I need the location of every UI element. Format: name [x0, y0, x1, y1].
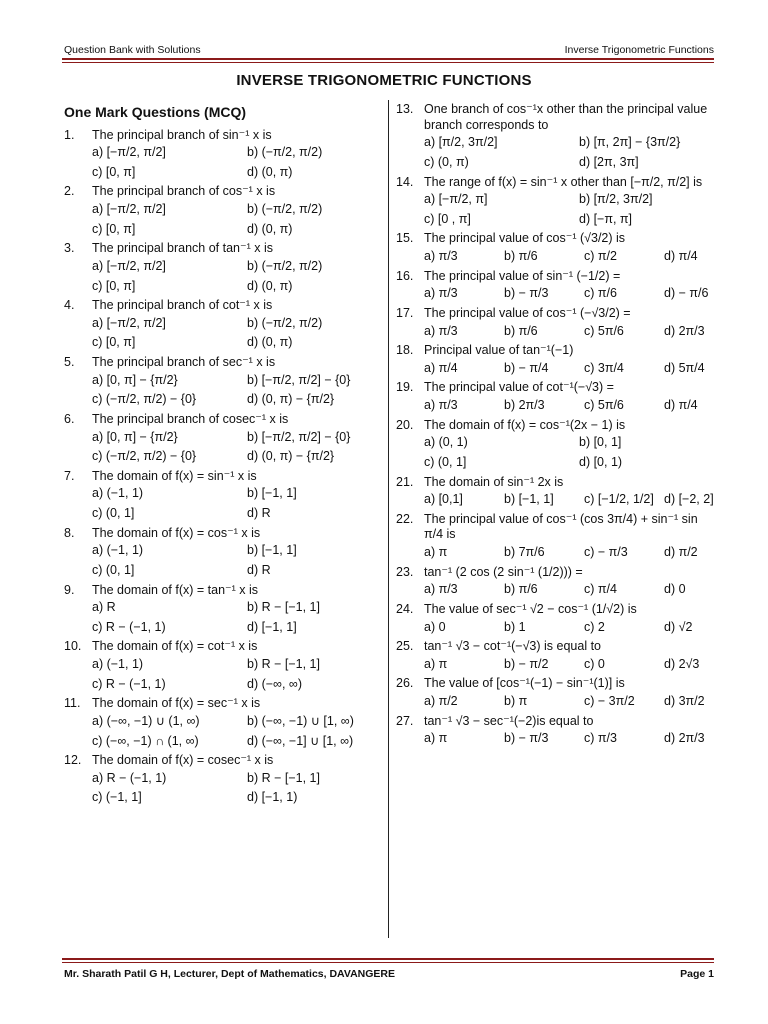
option-a: a) π/3 — [424, 249, 458, 263]
option-b: b) [−π/2, π/2] − {0} — [247, 429, 351, 444]
question-text: The principal branch of cot⁻¹ x is — [92, 298, 273, 313]
option-a: a) [−π/2, π/2] — [92, 258, 166, 273]
question-number: 11. — [64, 696, 81, 711]
header-rule — [62, 58, 714, 60]
answer-options — [424, 692, 716, 712]
question-item — [64, 753, 380, 769]
answer-options — [424, 729, 716, 749]
option-c: c) 5π/6 — [584, 398, 624, 412]
option-d: d) π/2 — [664, 545, 698, 559]
option-c: c) (0, 1] — [92, 562, 135, 577]
option-d: d) [−2, 2] — [664, 492, 714, 507]
option-b: b) R − [−1, 1] — [247, 770, 320, 785]
right-question-list — [396, 102, 716, 749]
option-d: d) π/4 — [664, 249, 698, 263]
option-a: a) (−1, 1) — [92, 543, 144, 558]
question-number: 9. — [64, 582, 75, 597]
option-a: a) π/4 — [424, 360, 458, 375]
question-number: 21. — [396, 474, 414, 489]
question-item — [396, 565, 716, 581]
answer-options — [92, 541, 380, 580]
left-column — [64, 100, 380, 808]
answer-options — [92, 371, 380, 410]
question-item — [64, 583, 380, 599]
question-item — [396, 676, 716, 692]
option-d: d) [0, 1) — [579, 454, 623, 469]
question-number: 3. — [64, 241, 75, 256]
answer-options — [424, 284, 716, 304]
option-a: a) [π/2, 3π/2] — [424, 135, 498, 150]
question-item — [64, 128, 380, 144]
option-d: d) [−π, π] — [579, 211, 633, 226]
option-c: c) 2 — [584, 619, 605, 634]
option-a: a) π/3 — [424, 582, 458, 597]
question-number: 27. — [396, 713, 414, 728]
option-a: a) (−1, 1) — [92, 657, 144, 671]
question-item — [64, 355, 380, 371]
question-item — [64, 696, 380, 712]
question-text: The domain of f(x) = cos⁻¹ x is — [92, 525, 261, 540]
question-item — [64, 241, 380, 257]
option-b: b) (−π/2, π/2) — [247, 315, 323, 330]
question-text: The principal branch of sec⁻¹ x is — [92, 355, 276, 369]
question-number: 1. — [64, 127, 75, 142]
option-b: b) [−1, 1] — [247, 486, 297, 501]
answer-options — [424, 618, 716, 638]
option-d: d) − π/6 — [664, 286, 709, 301]
answer-options — [424, 133, 716, 172]
option-c: c) [0, π] — [92, 335, 136, 350]
option-c: c) [−1/2, 1/2] — [584, 492, 654, 507]
option-c: c) 0 — [584, 656, 605, 671]
question-number: 24. — [396, 601, 414, 616]
option-b: b) [−1, 1] — [247, 543, 297, 558]
option-b: b) 2π/3 — [504, 398, 545, 412]
answer-options — [92, 484, 380, 523]
option-a: a) [0,1] — [424, 492, 463, 507]
question-text: The domain of f(x) = tan⁻¹ x is — [92, 582, 259, 597]
option-a: a) [0, π] − {π/2} — [92, 372, 178, 387]
option-d: d) [−1, 1) — [247, 790, 298, 805]
option-d: d) 2π/3 — [664, 323, 705, 338]
answer-options — [424, 396, 716, 416]
question-text: The principal value of sin⁻¹ (−1/2) = — [424, 268, 621, 283]
option-b: b) − π/2 — [504, 656, 549, 671]
option-d: d) 3π/2 — [664, 694, 705, 708]
option-c: c) (0, 1] — [92, 506, 135, 520]
answer-options — [424, 359, 716, 379]
question-item — [396, 231, 716, 247]
option-d: d) (−∞, ∞) — [247, 676, 302, 691]
option-a: a) 0 — [424, 619, 446, 634]
option-d: d) 5π/4 — [664, 360, 705, 375]
question-number: 18. — [396, 343, 414, 358]
option-b: b) [π, 2π] − {3π/2} — [579, 135, 681, 150]
answer-options — [92, 428, 380, 467]
question-text: The principal value of cot⁻¹(−√3) = — [424, 380, 614, 395]
question-number: 23. — [396, 564, 414, 579]
option-c: c) [0, π] — [92, 164, 136, 179]
answer-options — [424, 543, 716, 563]
option-c: c) π/4 — [584, 582, 617, 597]
option-d: d) 0 — [664, 582, 686, 597]
question-text: tan⁻¹ (2 cos (2 sin⁻¹ (1/2))) = — [424, 564, 583, 579]
option-c: c) π/3 — [584, 731, 617, 746]
question-number: 4. — [64, 298, 75, 313]
option-d: d) (0, π) − {π/2} — [247, 449, 335, 464]
option-b: b) (−∞, −1) ∪ [1, ∞) — [247, 713, 354, 728]
header-right: Inverse Trigonometric Functions — [564, 44, 714, 56]
option-d: d) 2π/3 — [664, 731, 705, 746]
question-number: 10. — [64, 639, 82, 654]
option-a: a) π/2 — [424, 694, 458, 708]
question-item — [64, 639, 380, 655]
question-text: Principal value of tan⁻¹(−1) — [424, 343, 574, 358]
question-text: The value of sec⁻¹ √2 − cos⁻¹ (1/√2) is — [424, 601, 637, 616]
footer-rule-thin — [62, 962, 714, 963]
page-title: INVERSE TRIGONOMETRIC FUNCTIONS — [236, 72, 532, 89]
option-d: d) R — [247, 562, 271, 577]
option-c: c) − 3π/2 — [584, 694, 635, 708]
option-b: b) 1 — [504, 619, 526, 634]
option-c: c) π/6 — [584, 286, 617, 301]
option-c: c) (−π/2, π/2) − {0} — [92, 449, 197, 464]
option-b: b) [−π/2, π/2] − {0} — [247, 372, 351, 387]
question-text: The domain of f(x) = sin⁻¹ x is — [92, 468, 257, 483]
option-d: d) (0, π) − {π/2} — [247, 392, 335, 407]
option-b: b) π — [504, 694, 528, 708]
option-b: b) [−1, 1] — [504, 492, 554, 507]
option-d: d) π/4 — [664, 398, 698, 412]
answer-options — [92, 598, 380, 637]
option-d: d) 2√3 — [664, 656, 700, 671]
option-a: a) π — [424, 731, 448, 746]
option-a: a) R — [92, 600, 116, 615]
option-b: b) π/6 — [504, 249, 538, 263]
question-item — [396, 418, 716, 434]
answer-options — [424, 490, 716, 510]
left-question-list — [64, 128, 380, 809]
option-b: b) π/6 — [504, 582, 538, 597]
question-text: The principal branch of cosec⁻¹ x is — [92, 411, 289, 426]
question-text: The domain of sin⁻¹ 2x is — [424, 474, 564, 489]
question-item — [396, 602, 716, 618]
answer-options — [92, 200, 380, 239]
question-number: 25. — [396, 639, 414, 654]
question-text: The principal branch of sin⁻¹ x is — [92, 127, 272, 142]
option-a: a) π — [424, 545, 448, 559]
page-number: Page 1 — [680, 968, 714, 980]
option-b: b) [π/2, 3π/2] — [579, 192, 653, 207]
option-c: c) π/2 — [584, 249, 617, 263]
question-item — [396, 102, 716, 133]
answer-options — [92, 712, 380, 751]
answer-options — [424, 322, 716, 342]
answer-options — [92, 314, 380, 353]
question-text: The principal value of cos⁻¹ (√3/2) is — [424, 231, 626, 246]
section-heading: One Mark Questions (MCQ) — [64, 104, 247, 120]
option-d: d) (0, π) — [247, 278, 293, 293]
answer-options — [92, 655, 380, 694]
answer-options — [424, 655, 716, 675]
question-text: The domain of f(x) = cos⁻¹(2x − 1) is — [424, 417, 626, 432]
question-text: The principal branch of cos⁻¹ x is — [92, 184, 276, 199]
option-a: a) [−π/2, π/2] — [92, 202, 166, 216]
question-number: 7. — [64, 468, 75, 483]
question-text: The value of [cos⁻¹(−1) − sin⁻¹(1)] is — [424, 676, 625, 691]
question-text: The principal value of cos⁻¹ (cos 3π/4) + sin⁻¹ sin π/4 is — [424, 511, 698, 542]
question-text: The domain of f(x) = cosec⁻¹ x is — [92, 753, 274, 768]
option-b: b) − π/4 — [504, 360, 549, 375]
option-c: c) (−1, 1] — [92, 790, 142, 805]
option-d: d) √2 — [664, 619, 693, 634]
question-item — [396, 306, 716, 322]
option-a: a) π/3 — [424, 286, 458, 301]
option-b: b) (−π/2, π/2) — [247, 202, 323, 216]
option-c: c) − π/3 — [584, 545, 628, 559]
option-c: c) 3π/4 — [584, 360, 624, 375]
option-b: b) 7π/6 — [504, 545, 545, 559]
option-c: c) [0, π] — [92, 278, 136, 293]
question-item — [396, 175, 716, 191]
option-b: b) − π/3 — [504, 731, 549, 746]
right-column — [396, 100, 716, 749]
option-b: b) R − [−1, 1] — [247, 600, 320, 615]
option-d: d) (0, π) — [247, 221, 293, 236]
answer-options — [92, 257, 380, 296]
answer-options — [424, 247, 716, 267]
option-c: c) [0, π] — [92, 221, 136, 236]
option-a: a) [−π/2, π] — [424, 192, 488, 207]
option-b: b) π/6 — [504, 323, 538, 338]
question-number: 16. — [396, 268, 414, 283]
question-text: The domain of f(x) = sec⁻¹ x is — [92, 696, 261, 711]
question-number: 20. — [396, 417, 414, 432]
option-a: a) (−1, 1) — [92, 486, 144, 501]
option-d: d) (−∞, −1] ∪ [1, ∞) — [247, 733, 354, 748]
question-text: tan⁻¹ √3 − sec⁻¹(−2)is equal to — [424, 713, 594, 728]
footer-rule — [62, 958, 714, 960]
option-b: b) − π/3 — [504, 286, 549, 301]
question-item — [396, 639, 716, 655]
option-a: a) (0, 1) — [424, 435, 468, 450]
answer-options — [424, 433, 716, 472]
question-text: The range of f(x) = sin⁻¹ x other than [−π/2, π/2] is — [424, 174, 703, 189]
question-item — [396, 380, 716, 396]
option-b: b) (−π/2, π/2) — [247, 145, 323, 160]
option-b: b) R − [−1, 1] — [247, 657, 320, 671]
option-b: b) [0, 1] — [579, 435, 622, 450]
question-number: 15. — [396, 231, 414, 246]
question-item — [64, 412, 380, 428]
question-number: 13. — [396, 102, 414, 116]
option-c: c) (−π/2, π/2) − {0} — [92, 392, 197, 407]
option-c: c) R − (−1, 1) — [92, 676, 166, 691]
footer-author: Mr. Sharath Patil G H, Lecturer, Dept of Mathematics, DAVANGERE — [64, 968, 396, 980]
question-item — [396, 343, 716, 359]
question-text: The domain of f(x) = cot⁻¹ x is — [92, 639, 258, 654]
option-c: c) (0, 1] — [424, 454, 467, 469]
question-item — [64, 469, 380, 485]
question-number: 19. — [396, 380, 414, 395]
option-d: d) [2π, 3π] — [579, 154, 639, 169]
option-d: d) (0, π) — [247, 335, 293, 350]
question-number: 22. — [396, 511, 414, 526]
option-c: c) (−∞, −1) ∩ (1, ∞) — [92, 733, 199, 748]
header-left: Question Bank with Solutions — [64, 44, 201, 56]
question-text: One branch of cos⁻¹x other than the principal value branch corresponds to — [424, 102, 708, 132]
option-b: b) (−π/2, π/2) — [247, 258, 323, 273]
question-text: The principal value of cos⁻¹ (−√3/2) = — [424, 305, 631, 320]
question-number: 26. — [396, 676, 414, 691]
answer-options — [424, 190, 716, 229]
answer-options — [92, 769, 380, 808]
question-number: 14. — [396, 174, 414, 189]
question-number: 6. — [64, 411, 75, 426]
answer-options — [92, 143, 380, 182]
option-d: d) (0, π) — [247, 164, 293, 179]
question-number: 5. — [64, 355, 75, 369]
question-item — [64, 526, 380, 542]
option-c: c) 5π/6 — [584, 323, 624, 338]
option-d: d) R — [247, 506, 271, 520]
question-item — [64, 298, 380, 314]
question-text: tan⁻¹ √3 − cot⁻¹(−√3) is equal to — [424, 639, 601, 654]
question-number: 12. — [64, 753, 82, 768]
header-rule-thin — [62, 62, 714, 63]
option-c: c) (0, π) — [424, 154, 469, 169]
question-item — [64, 184, 380, 200]
answer-options — [424, 580, 716, 600]
question-item — [396, 475, 716, 491]
option-c: c) R − (−1, 1) — [92, 619, 166, 634]
question-text: The principal branch of tan⁻¹ x is — [92, 241, 273, 256]
option-d: d) [−1, 1] — [247, 619, 297, 634]
option-a: a) (−∞, −1) ∪ (1, ∞) — [92, 713, 200, 728]
question-number: 8. — [64, 525, 75, 540]
question-item — [396, 512, 716, 543]
option-a: a) π — [424, 656, 448, 671]
option-a: a) π/3 — [424, 323, 458, 338]
question-number: 17. — [396, 305, 414, 320]
option-a: a) [0, π] − {π/2} — [92, 429, 178, 444]
question-item — [396, 269, 716, 285]
option-a: a) [−π/2, π/2] — [92, 145, 166, 160]
question-number: 2. — [64, 184, 75, 199]
option-a: a) R − (−1, 1) — [92, 770, 167, 785]
option-c: c) [0 , π] — [424, 211, 471, 226]
option-a: a) π/3 — [424, 398, 458, 412]
option-a: a) [−π/2, π/2] — [92, 315, 166, 330]
question-item — [396, 714, 716, 730]
